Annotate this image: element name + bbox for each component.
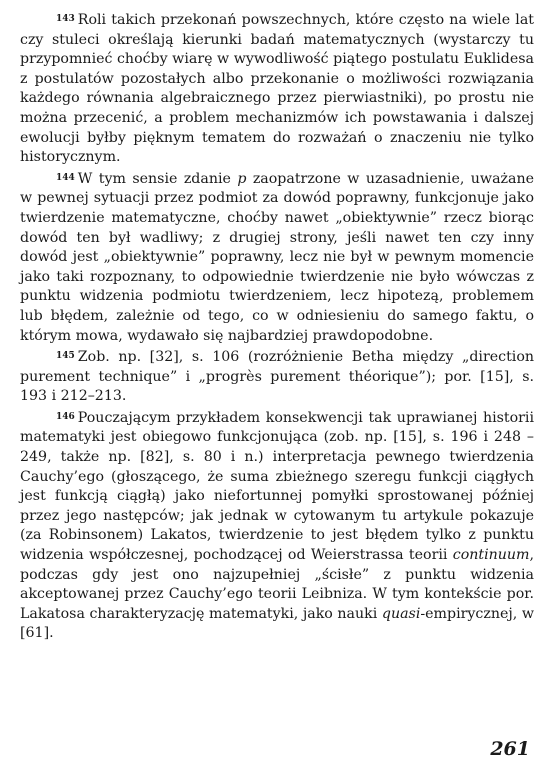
footnote-text: W tym sensie zdanie <box>77 170 238 187</box>
variable-p: p <box>237 170 247 187</box>
emphasis-continuum: continuum <box>452 547 530 564</box>
footnote-text: , podczas gdy jest ono najzupełniej „ścisłe” z punktu widzenia akceptowanej przez Cauchy’ego teorii Leibniza. W tym kontekście por. Lakatosa charakteryzację matematyki, jako nauki <box>20 547 534 622</box>
footnote-145 <box>20 347 534 407</box>
footnote-text: Pouczającym przykładem konsekwencji tak uprawianej historii matematyki jest obiegowo funkcjonująca (zob. np. [15], s. 196 i 248 – 249, także np. [82], s. 80 i n.) interpretacja pewnego twierdzenia Cauchy’ego (głoszącego, że suma zbieżnego szeregu funkcji ciągłych jest funkcją ciągłą) jako niefortunnej pomyłki sprostowanej później przez jego następców; jak jednak w cytowanym tu artykule pokazuje (za Robinsonem) Lakatos, twierdzenie to jest błędem tylko z punktu widzenia współczesnej, pochodzącej od Weierstrassa teorii <box>20 409 534 564</box>
footnote-text: zaopatrzone w uzasadnienie, uważane w pewnej sytuacji przez podmiot za dowód poprawny, funkcjonuje jako twierdzenie matematyczne, choćby nawet „obiektywnie” rzecz biorąc dowód ten był wadliwy; z drugiej strony, jeśli nawet ten czy inny dowód jest „obiektywnie” poprawny, lecz nie był w pewnym momencie jako taki rozpoznany, to odpowiednie twierdzenie nie było wówczas z punktu widzenia podmiotu twierdzeniem, lecz hipotezą, problemem lub błędem, zależnie od tego, co w odniesieniu do samego faktu, o którym mowa, wydawało się najbardziej prawdopodobne. <box>20 170 534 344</box>
footnote-text: Zob. np. [32], s. 106 (rozróżnienie Betha między „direction purement technique” i „progrès purement théorique”); por. [15], s. 193 i 212–213. <box>20 349 534 405</box>
footnote-text: -empirycznej, w [61]. <box>20 605 534 642</box>
page-body <box>20 10 534 645</box>
footnote-144 <box>20 169 534 346</box>
footnote-number: 145 <box>56 351 75 362</box>
emphasis-quasi: quasi <box>381 605 421 622</box>
footnote-number: 146 <box>56 411 75 422</box>
footnote-146 <box>20 408 534 644</box>
footnote-143 <box>20 10 534 168</box>
footnote-number: 144 <box>56 172 75 183</box>
footnote-text: Roli takich przekonań powszechnych, które często na wiele lat czy stuleci określają kierunki badań matematycznych (wystarczy tu przypomnieć choćby wiarę w wywodliwość piątego postulatu Euklidesa z postulatów pozostałych albo przekonanie o możliwości rozwiązania każdego równania algebraicznego przez pierwiastniki), po prostu nie można przecenić, a problem mechanizmów ich powstawania i dalszej ewolucji byłby pięknym tematem do rozważań o znaczeniu nie tylko historycznym. <box>20 12 534 166</box>
footnote-number: 143 <box>56 14 75 24</box>
page-number: 261 <box>490 738 530 760</box>
